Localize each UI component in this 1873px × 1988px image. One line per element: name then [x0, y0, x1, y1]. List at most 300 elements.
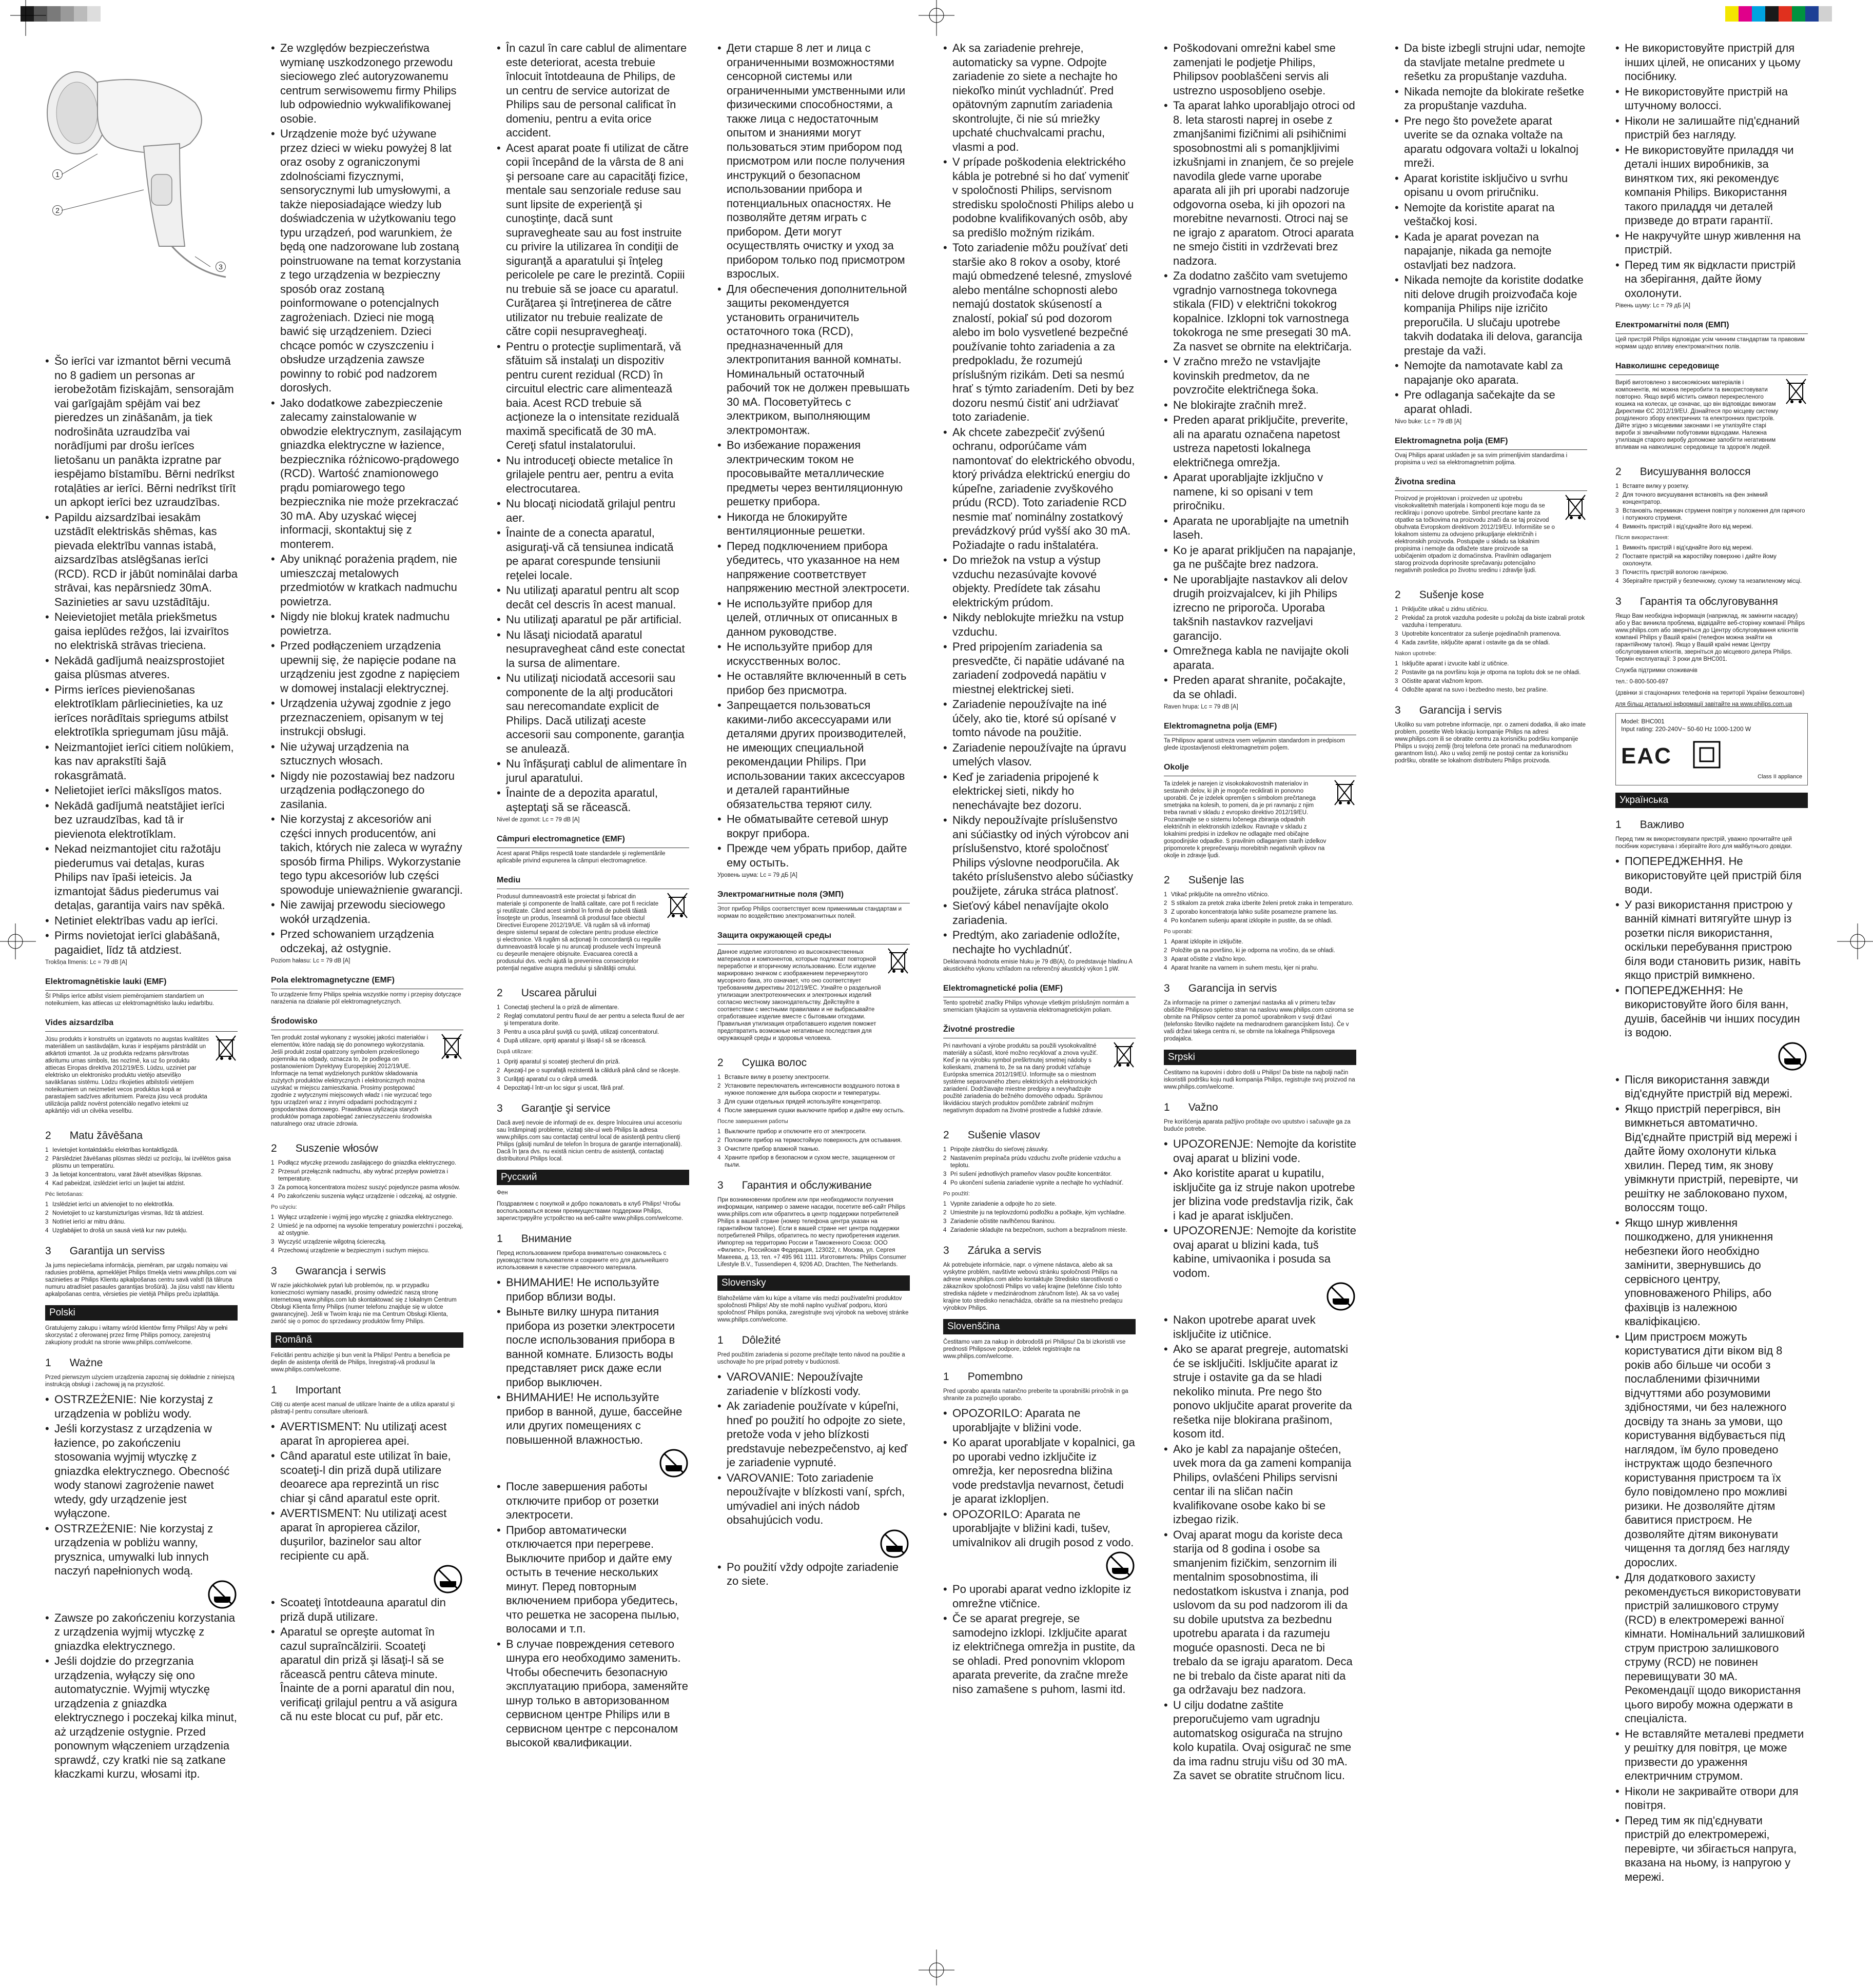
- bullet-item: • ПОПЕРЕДЖЕННЯ: Не використовуйте його біля ванн, душів, басейнів чи інших посудин із водою.: [1615, 983, 1808, 1040]
- bullet-item: • Jeśli dojdzie do przegrzania urządzenia, wyłączy się ono automatycznie. Wyjmij wtyczkę urządzenia z gniazdka elektrycznego i poczekaj kilka minut, aż urządzenie ostygnie. Przed ponownym włączeniem urządzenia sprawdź, czy kratki nie są zatkane kłaczkami kurzu, włosami itp.: [45, 1654, 238, 1781]
- product-name: Фен: [497, 1190, 508, 1196]
- step-number: 2: [497, 1068, 500, 1074]
- no-bath-icon: [497, 1448, 689, 1479]
- step-item: [1164, 956, 1356, 963]
- class-note: Class II appliance: [1758, 774, 1802, 780]
- noise-level: Nivel de zgomot: Lc = 79 dB [A]: [497, 817, 580, 823]
- step-text: Положите прибор на термостойкую поверхность для остывания.: [725, 1137, 902, 1144]
- section-title: Ważne: [69, 1357, 103, 1369]
- color-swatch: [47, 6, 61, 22]
- bullet-item: • Nigdy nie pozostawiaj bez nadzoru urządzenia podłączonego do zasilania.: [271, 769, 463, 812]
- step-item: [717, 1082, 910, 1097]
- step-item: [1395, 639, 1587, 646]
- important-text: Pred použitím zariadenia si pozorne prečítajte tento návod na použitie a uschovajte ho pre prípad potreby v budúcnosti.: [717, 1352, 905, 1365]
- color-swatch: [87, 6, 101, 22]
- column-4: [717, 41, 910, 1960]
- bullet-item: • Nu înfăşuraţi cablul de alimentare în jurul aparatului.: [497, 757, 689, 785]
- bullet-item: • Ovaj aparat mogu da koriste deca starija od 8 godina i osobe sa smanjenim fizičkim, senzornim ili mentalnim sposobnostima, ili nedostatkom iskustva i znanja, pod uslovom da su pod nadzorom ili da su dobile uputstva za bezbednu upotrebu aparata i da razumeju moguće opasnosti. Deca ne bi trebalo da se igraju aparatom. Deca ne bi trebalo da čiste aparat niti da ga održavaju bez nadzora.: [1164, 1528, 1356, 1697]
- environment-row: [45, 1034, 238, 1119]
- section-number: 1: [1164, 1101, 1170, 1113]
- emf-heading: Elektromagnetické polia (EMF): [943, 982, 1136, 997]
- bullet-item: • Не використовуйте пристрій для інших цілей, не описаних у цьому посібнику.: [1615, 41, 1808, 84]
- section-heading: [943, 1370, 1136, 1384]
- step-item: [1395, 631, 1587, 638]
- section-number: 2: [497, 987, 503, 999]
- step-item: [717, 1146, 910, 1153]
- emf-text: Ovaj Philips aparat usklađen je sa svim primenljivim standardima i propisima u vezi sa elektromagnetnim poljima.: [1395, 452, 1568, 466]
- language-bar: Русский: [497, 1170, 689, 1185]
- section-number: 2: [1164, 874, 1170, 886]
- bullet-item: • Ak sa zariadenie prehreje, automaticky sa vypne. Odpojte zariadenie zo siete a nechajte ho niekoľko minút vychladnúť. Pred opätovným zapnutím zariadenia skontrolujte, či nie sú mriežky upchaté chuchvalcami prachu, vlasmi a pod.: [943, 41, 1136, 154]
- step-text: Установите переключатель интенсивности воздушного потока в нужное положение для выбора скорости и температуры.: [725, 1083, 900, 1096]
- step-item: [943, 1200, 1136, 1208]
- section-number: 2: [45, 1130, 51, 1141]
- color-bar-right: [1725, 6, 1832, 22]
- bullet-item: • Aparatul se opreşte automat în cazul supraîncălzirii. Scoateţi aparatul din priză şi lăsaţi-l să se răcească pentru câteva minute. Înainte de a porni aparatul din nou, verificaţi grilajul pentru a vă asigura că nu este blocat cu puf, păr etc.: [271, 1625, 463, 1724]
- step-number: 1: [717, 1074, 721, 1080]
- bullet-item: • Не используйте прибор для искусственных волос.: [717, 640, 910, 668]
- step-text: Aparat očistite z vlažno krpo.: [1171, 956, 1247, 962]
- environment-text: Ten produkt został wykonany z wysokiej jakości materiałów i elementów, które nadają się do ponownego wykorzystania. Jeśli produkt został opatrzony symbolem przekreślonego pojemnika na odpady, oznacza to, że podlega on postanowieniom Dyrektywy Europejskiej 2012/19/UE. Informacje na temat wydzielonych punktów składowania zużytych produktów elektrycznych i elektronicznych można uzyskać w miejscu zamieszkania. Prosimy postępować zgodnie z wytycznymi miejscowych władz i nie wyrzucać tego typu urządzeń wraz z innymi odpadami pochodzącymi z gospodarstwa domowego. Prawidłowa utylizacja starych produktów pomaga zapobiegać zanieczyszczeniu środowiska naturalnego oraz utracie zdrowia.: [271, 1035, 432, 1127]
- bullet-item: • Nu utilizaţi niciodată accesorii sau componente de la alţi producători sau nerecomandate explicit de Philips. Dacă utilizaţi aceste accesorii sau componente, garanţia se anulează.: [497, 671, 689, 756]
- section-heading: [45, 1245, 238, 1258]
- step-number: 3: [497, 1076, 500, 1082]
- step-text: Aşezaţi-l pe o suprafaţă rezistentă la căldură până când se răceşte.: [504, 1068, 680, 1074]
- step-text: Przesuń przełącznik nadmuchu, aby wybrać przepływ powietrza i temperaturę.: [278, 1169, 448, 1182]
- bullet-item: • Înainte de a depozita aparatul, aşteptaţi să se răcească.: [497, 786, 689, 814]
- step-text: Postavite ga na površinu koja je otporna na toplotu dok se ne ohladi.: [1402, 670, 1581, 676]
- bullet-item: • Keď je zariadenia pripojené k elektrickej sieti, nikdy ho nenechávajte bez dozoru.: [943, 770, 1136, 813]
- certification-marks: [1621, 740, 1802, 771]
- column-1: [45, 354, 238, 1965]
- bullet-item: • Neizmantojiet ierīci citiem nolūkiem, kas nav aprakstīti šajā rokasgrāmatā.: [45, 740, 238, 783]
- emf-heading: Elektromagnetna polja (EMF): [1395, 435, 1587, 450]
- section-title: Dôležité: [742, 1334, 781, 1346]
- column-2: [271, 41, 463, 1960]
- column-7: [1395, 41, 1587, 1960]
- eac-mark-icon: EAC: [1621, 743, 1672, 769]
- bullet-item: • Netiniet elektrības vadu ap ierīci.: [45, 914, 238, 928]
- noise-level: Deklarovaná hodnota emisie hluku je 79 dB(A), čo predstavuje hladinu A akustického výkonu vzhľadom na referenčný akustický výkon 1 pW.: [943, 959, 1133, 972]
- bullet-item: • Ak chcete zabezpečiť zvýšenú ochranu, odporúčame vám namontovať do elektrického obvodu, ktorý privádza elektrickú energiu do kúpeľne, zariadenie zvyškového prúdu (RCD). Toto zariadenie RCD nesmie mať nominálny zostatkový prevádzkový prúd vyšší ako 30 mA. Požiadajte o radu inštalatéra.: [943, 425, 1136, 553]
- warranty-text: Ukoliko su vam potrebne informacije, npr. o zameni dodatka, ili ako imate problem, posetite Web lokaciju kompanije Philips na adresi www.philips.com ili se obratite centru za korisničku podršku kompanije Philips u svojoj zemlji (broj telefona ćete pronaći na međunarodnom garantnom listu). Ako u vašoj zemlji ne postoji centar za korisničku podršku, obratite se lokalnom distributeru Philips proizvoda.: [1395, 722, 1586, 764]
- intro-text: Čestitamo vam za nakup in dobrodošli pri Philipsu! Da bi izkoristili vse prednosti Philipsove podpore, izdelek registrirajte na www.philips.com/welcome.: [943, 1339, 1126, 1360]
- step-text: Conectaţi ştecherul la o priză de alimentare.: [504, 1005, 619, 1011]
- step-text: Вставте вилку у розетку.: [1623, 483, 1689, 489]
- warranty-text: Za informacije na primer o zamenjavi nastavka ali v primeru težav obiščite Philipsovo spletno stran na naslovu www.philips.com oziroma se obrnite na Philipsov center za pomoč uporabnikom v svoji državi (telefonsko številko najdete na mednarodnem garancijskem listu). Če v vaši državi takega centra ni, se obrnite na lokalnega Philipsovega prodajalca.: [1164, 1000, 1354, 1042]
- service-link[interactable]: для більш детальної інформації завітайте на www.philips.com.ua: [1615, 701, 1792, 707]
- weee-bin-icon: [1784, 377, 1808, 409]
- step-number: 2: [1164, 948, 1167, 954]
- step-text: Zariadenie očistite navlhčenou tkaninou.: [950, 1218, 1056, 1225]
- environment-row: [943, 1040, 1136, 1118]
- bullet-item: • Ko aparat uporabljate v kopalnici, ga po uporabi vedno izključite iz omrežja, ker neposredna bližina vode predstavlja nevarnost, četudi je aparat izklopljen.: [943, 1435, 1136, 1506]
- step-item: [1164, 900, 1356, 907]
- step-list: [1395, 606, 1587, 646]
- step-number: 2: [45, 1210, 49, 1216]
- important-text: Pre korišćenja aparata pažljivo pročitajte ovo uputstvo i sačuvajte ga za buduće potrebe.: [1164, 1119, 1351, 1132]
- bullet-item: • Aparata ne uporabljajte na umetnih laseh.: [1164, 514, 1356, 542]
- section-title: Suszenie włosów: [295, 1143, 378, 1154]
- step-number: 2: [943, 1210, 947, 1216]
- bullet-item: • Не обматывайте сетевой шнур вокруг прибора.: [717, 812, 910, 840]
- environment-text: Pri navrhovaní a výrobe produktu sa použili vysokokvalitné materiály a súčasti, ktoré možno recyklovať a znova využiť. Keď je na výrobku symbol preškrtnutej smetnej nádoby s kolieskami, znamená to, že sa na daný produkt vzťahuje Európska smernica 2012/19/EÚ. Informujte sa o miestnom systéme separovaného zberu elektrických a elektronických zariadení. Dodržiavajte miestne predpisy a nevyhadzujte použité zariadenia do bežného domového odpadu. Správnou likvidáciou starých produktov pomôžete zabrániť možným negatívnym dopadom na životné prostredie a ľudské zdravie.: [943, 1043, 1103, 1114]
- step-text: Depozitaţi-l într-un loc sigur şi uscat, fără praf.: [504, 1085, 625, 1091]
- emf-text: Этот прибор Philips соответствует всем применимым стандартам и нормам по воздействию электромагнитных полей.: [717, 906, 902, 919]
- emf-text: Šī Philips ierīce atbilst visiem piemērojamiem standartiem un noteikumiem, kas attiecas uz elektromagnētisko lauku iedarbību.: [45, 993, 214, 1007]
- step-item: [717, 1137, 910, 1144]
- step-item: [717, 1098, 910, 1106]
- step-item: [1395, 686, 1587, 694]
- step-text: Z uporabo koncentratorja lahko sušite posamezne pramene las.: [1171, 909, 1338, 915]
- step-number: 4: [717, 1155, 721, 1161]
- column-8: [1615, 41, 1808, 1960]
- step-text: Položite ga na površino, ki je odporna na vročino, da se ohladi.: [1171, 948, 1335, 954]
- bullet-item: • Перед тим як під'єднувати пристрій до електромережі, перевірте, чи збігається напруга, вказана на ньому, із напругою у мережі.: [1615, 1814, 1808, 1884]
- step-text: Uzglabājiet to drošā un sausā vietā kur nav putekļu.: [52, 1228, 188, 1234]
- bullet-item: • Для обеспечения дополнительной защиты рекомендуется установить ограничитель остаточного тока (RCD), предназначенный для электропитания ванной комнаты. Номинальный остаточный рабочий ток не должен превышать 30 мА. Посоветуйтесь с электриком, выполняющим электромонтаж.: [717, 282, 910, 438]
- bullet-item: • Pred pripojením zariadenia sa presvedčte, či napätie udávané na zariadení zodpovedá napätiu v miestnej elektrickej sieti.: [943, 640, 1136, 696]
- step-text: Odložite aparat na suvo i bezbedno mesto, bez prašine.: [1402, 687, 1548, 693]
- bullet-item: • Nemojte da koristite aparat na veštačkoj kosi.: [1395, 201, 1587, 229]
- language-bar: Slovenščina: [943, 1319, 1136, 1334]
- bullet-item: • Не оставляйте включенный в сеть прибор без присмотра.: [717, 669, 910, 697]
- bullet-item: • Po použití vždy odpojte zariadenie zo siete.: [717, 1560, 910, 1588]
- step-number: 3: [271, 1185, 275, 1191]
- bullet-list: [943, 1406, 1136, 1696]
- section-number: 3: [717, 1179, 724, 1191]
- weee-bin-icon: [1112, 1040, 1136, 1073]
- step-number: 4: [1164, 918, 1167, 924]
- after-use-heading: Po použití:: [943, 1191, 970, 1197]
- step-number: 4: [271, 1248, 275, 1254]
- environment-row: [1395, 493, 1587, 578]
- environment-heading: Mediu: [497, 874, 689, 889]
- step-list: [271, 1159, 463, 1200]
- step-text: După utilizare, opriţi aparatul şi lăsaţi-l să se răcească.: [504, 1038, 647, 1044]
- emf-heading: Câmpuri electromagnetice (EMF): [497, 833, 689, 848]
- environment-text: Proizvod je projektovan i proizveden uz upotrebu visokokvalitetnih materijala i komponenti koje mogu da se recikliraju i ponovo upotrebe. Simbol precrtane kante za otpatke sa točkovima na proizvodu znači da se taj proizvod obuhvata Evropskom direktivom 2012/19/EU. Informišite se o lokalnom sistemu za odvojeno prikupljanje električnih i elektronskih proizvoda. Postupajte u skladu sa lokalnim propisima i nemojte da odlažete stare proizvode sa uobičajenim otpadom iz domaćinstva. Pravilnim odlaganjem starog proizvoda doprinosite sprečavanju potencijalno negativnih posledica po životnu sredinu i zdravlje ljudi.: [1395, 496, 1555, 574]
- step-item: [497, 1076, 689, 1083]
- bullet-list: [45, 354, 238, 957]
- step-item: [943, 1155, 1136, 1169]
- bullet-item: • Nu lăsaţi niciodată aparatul nesupravegheat când este conectat la sursa de alimentare.: [497, 628, 689, 671]
- after-use-heading: După utilizare:: [497, 1049, 533, 1055]
- step-number: 3: [943, 1171, 947, 1177]
- step-text: Vtikač priključite na omrežno vtičnico.: [1171, 892, 1270, 898]
- bullet-item: • В случае повреждения сетевого шнура его необходимо заменить. Чтобы обеспечить безопасную эксплуатацию прибора, заменяйте шнур только в авторизованном сервисном центре Philips или в сервисном центре с персоналом высокой квалификации.: [497, 1637, 689, 1750]
- bullet-item: • Preden aparat priključite, preverite, ali na aparatu označena napetost ustreza napetosti lokalnega električnega omrežja.: [1164, 413, 1356, 469]
- intro-text: Blahoželáme vám ku kúpe a vítame vás medzi používateľmi produktov spoločnosti Philips! Aby ste mohli naplno využívať podporu, ktorú spoločnosť Philips ponúka, zaregistrujte svoj výrobok na webovej stránke www.philips.com/welcome.: [717, 1295, 909, 1323]
- step-number: 1: [1615, 545, 1619, 551]
- after-use-heading: Після використання:: [1615, 535, 1669, 541]
- bullet-item: • Nu blocaţi niciodată grilajul pentru aer.: [497, 497, 689, 525]
- section-number: 3: [1615, 596, 1622, 607]
- step-list: [943, 1146, 1136, 1187]
- step-item: [943, 1227, 1136, 1234]
- color-swatch: [1805, 6, 1819, 22]
- language-bar: Українська: [1615, 793, 1808, 808]
- step-text: Храните прибор в безопасном и сухом месте, защищенном от пыли.: [725, 1155, 895, 1168]
- step-text: После завершения сушки выключите прибор и дайте ему остыть.: [725, 1108, 905, 1114]
- step-number: 4: [1615, 524, 1619, 530]
- section-title: Uscarea părului: [521, 987, 597, 999]
- step-number: 1: [1395, 661, 1398, 667]
- color-swatch: [61, 6, 74, 22]
- step-number: 4: [45, 1180, 49, 1187]
- step-text: Umieść je na odpornej na wysokie temperatury powierzchni i poczekaj, aż ostygnie.: [278, 1223, 463, 1236]
- important-text: Przed pierwszym użyciem urządzenia zapoznaj się dokładnie z niniejszą instrukcją obsługi i zachowaj ją na przyszłość.: [45, 1374, 235, 1388]
- step-list: [1615, 483, 1808, 530]
- step-number: 1: [271, 1160, 275, 1166]
- after-use-heading: Nakon upotrebe:: [1395, 651, 1437, 657]
- bullet-list: [271, 41, 463, 955]
- step-number: 3: [1164, 909, 1167, 915]
- step-text: Вставьте вилку в розетку электросети.: [725, 1074, 830, 1080]
- bullet-item: • Дети старше 8 лет и лица с ограниченными возможностями сенсорной системы или ограниченными умственными или физическими способностями, а также лица с недостаточным опытом и знаниями могут пользоваться этим прибором под присмотром или после получения инструкций о безопасном использовании прибора и потенциальных опасностях. Не позволяйте детям играть с прибором. Дети могут осуществлять очистку и уход за прибором только под присмотром взрослых.: [717, 41, 910, 281]
- bullet-item: • Ne uporabljajte nastavkov ali delov drugih proizvajalcev, ki jih Philips izrecno ne priporoča. Uporaba takšnih nastavkov razveljavi garancijo.: [1164, 573, 1356, 643]
- important-text: Перед тим як використовувати пристрій, уважно прочитайте цей посібник користувача і зберігайте його для майбутнього довідки.: [1615, 836, 1792, 850]
- bullet-list: [1615, 41, 1808, 300]
- step-text: Novietojiet to uz karstumizturīgas virsmas, līdz tā atdziest.: [52, 1210, 204, 1216]
- step-number: 1: [497, 1059, 500, 1065]
- step-item: [1164, 891, 1356, 898]
- section-title: Гарантія та обслуговування: [1640, 596, 1778, 607]
- section-number: 3: [45, 1245, 51, 1257]
- bullet-item: • Da biste izbegli strujni udar, nemojte da stavljate metalne predmete u rešetku za propuštanje vazduha.: [1395, 41, 1587, 84]
- language-bar: Polski: [45, 1305, 238, 1321]
- step-text: Вимкніть пристрій і від'єднайте його від мережі.: [1623, 545, 1753, 551]
- step-number: 2: [717, 1137, 721, 1144]
- section-heading: [1164, 874, 1356, 887]
- bullet-item: • Pirms novietojat ierīci glabāšanā, pagaidiet, līdz tā atdziest.: [45, 929, 238, 957]
- step-item: [1615, 578, 1808, 585]
- bullet-item: • VAROVANIE: Nepoužívajte zariadenie v blízkosti vody.: [717, 1370, 910, 1398]
- bullet-item: • Ніколи не залишайте під'єднаний пристрій без нагляду.: [1615, 114, 1808, 142]
- bullet-item: • Če se aparat pregreje, se samodejno izklopi. Izključite aparat iz električnega omrežja in pustite, da se ohladi. Pred ponovnim vklopom aparata preverite, da zračne mreže niso zamašene s puhom, lasmi itd.: [943, 1611, 1136, 1696]
- bullet-item: • UPOZORENJE: Nemojte da koristite ovaj aparat u blizini vode.: [1164, 1137, 1356, 1165]
- bullet-item: • OPOZORILO: Aparata ne uporabljajte v bližini vode.: [943, 1406, 1136, 1434]
- step-item: [1164, 965, 1356, 972]
- step-list: [45, 1147, 238, 1187]
- bullet-item: • Во избежание поражения электрическим током не просовывайте металлические предметы через вентиляционную решетку прибора.: [717, 438, 910, 509]
- section-number: 3: [1164, 982, 1170, 994]
- weee-bin-icon: [886, 947, 910, 979]
- section-heading: [45, 1356, 238, 1370]
- bullet-item: • Kada je aparat povezan na napajanje, nikada ga nemojte ostavljati bez nadzora.: [1395, 230, 1587, 272]
- bullet-item: • Preden aparat shranite, počakajte, da se ohladi.: [1164, 673, 1356, 701]
- after-use-heading: Po uporabi:: [1164, 929, 1193, 935]
- section-heading: [1395, 588, 1587, 602]
- section-heading: [497, 1102, 689, 1115]
- step-text: Opriţi aparatul şi scoateţi ştecherul din priză.: [504, 1059, 620, 1065]
- hair-dryer-illustration: [41, 51, 236, 292]
- step-number: 1: [1395, 606, 1398, 613]
- bullet-item: • Nikdy nepoužívajte príslušenstvo ani súčiastky od iných výrobcov ani príslušenstvo, ktoré spoločnosť Philips výslovne neodporučila. Ak takéto príslušenstvo alebo súčiastky použijete, záruka stráca platnosť.: [943, 813, 1136, 898]
- section-number: 1: [497, 1233, 503, 1245]
- bullet-item: • Ta aparat lahko uporabljajo otroci od 8. leta starosti naprej in osebe z zmanjšanimi fizičnimi ali psihičnimi sposobnostmi ali s pomanjkljivimi izkušnjami in znanjem, če so prejele navodila glede varne uporabe aparata ali jih pri uporabi nadzoruje odgovorna oseba, ki jih opozori na morebitne nevarnosti. Otroci naj se ne igrajo z aparatom. Otroci aparata ne smejo čistiti in vzdrževati brez nadzora.: [1164, 99, 1356, 268]
- step-item: [1395, 669, 1587, 676]
- environment-text: Jūsu produkts ir konstruēts un izgatavots no augstas kvalitātes materiāliem un sastāvdaļām, kuras ir iespējams pārstrādāt un atkārtoti izmantot. Ja uz produkta redzams pārsvītrotas atkritumu urnas simbols, tas nozīmē, ka uz šo produktu attiecas Eiropas direktīva 2012/19/ES. Lūdzu, uzziniet par elektrisko un elektronisko produktu vietējo atsevišķo savākšanas sistēmu. Lūdzu rīkojieties atbilstoši vietējiem noteikumiem un neizmetiet vecos produktus kopā ar parastajiem sadzīves atkritumiem. Pareiza jūsu vecā produkta utilizācija palīdz novērst potenciālo negatīvo ietekmi uz apkārtējo vidi un cilvēka veselību.: [45, 1036, 209, 1114]
- bullet-list: [497, 1275, 689, 1750]
- no-bath-icon: [943, 1550, 1136, 1581]
- bullet-item: • Aparat uporabljajte izključno v namene, ki so opisani v tem priročniku.: [1164, 470, 1356, 513]
- step-item: [943, 1209, 1136, 1216]
- bullet-list: [1395, 41, 1587, 416]
- step-item: [45, 1171, 238, 1178]
- step-item: [271, 1159, 463, 1167]
- environment-heading: Životna sredina: [1395, 476, 1587, 491]
- bullet-item: • Pentru o protecţie suplimentară, vă sfătuim să instalaţi un dispozitiv pentru curent rezidual (RCD) în circuitul electric care alimentează baia. Acest RCD trebuie să acţioneze la o intensitate reziduală maximă specificată de 30 mA. Cereţi sfatul instalatorului.: [497, 340, 689, 452]
- weee-bin-icon: [666, 891, 689, 923]
- color-swatch: [1819, 6, 1832, 22]
- bullet-item: • Scoateţi întotdeauna aparatul din priză după utilizare.: [271, 1596, 463, 1624]
- bullet-item: • Не накручуйте шнур живлення на пристрій.: [1615, 229, 1808, 257]
- bullet-item: • Nu utilizaţi aparatul pe păr artificial.: [497, 613, 689, 627]
- section-number: 2: [271, 1143, 277, 1154]
- bullet-item: • Nie używaj urządzenia na sztucznych włosach.: [271, 740, 463, 768]
- bullet-item: • Nakon upotrebe aparat uvek isključite iz utičnice.: [1164, 1313, 1356, 1341]
- bullet-item: • UPOZORENJE: Nemojte da koristite ovaj aparat u blizini kada, tuš kabine, umivaonika i posuda sa vodom.: [1164, 1224, 1356, 1280]
- step-item: [1164, 947, 1356, 954]
- bullet-item: • Pre odlaganja sačekajte da se aparat ohladi.: [1395, 388, 1587, 416]
- step-item: [717, 1154, 910, 1169]
- step-number: 1: [45, 1147, 49, 1153]
- section-heading: [271, 1384, 463, 1397]
- step-item: [1615, 523, 1808, 530]
- bullet-item: • Выньте вилку шнура питания прибора из розетки электросети после использования прибора в ванной комнате. Близость воды представляет риск даже если прибор выключен.: [497, 1305, 689, 1389]
- step-number: 3: [1395, 631, 1398, 637]
- emf-text: Цей пристрій Philips відповідає усім чинним стандартам та правовим нормам щодо впливу електромагнітних полів.: [1615, 337, 1805, 350]
- bullet-item: • Nikdy neblokujte mriežku na vstup vzduchu.: [943, 611, 1136, 639]
- bullet-item: • Urządzenie może być używane przez dzieci w wieku powyżej 8 lat oraz osoby z ograniczonymi zdolnościami fizycznymi, sensorycznymi lub umysłowymi, a także nieposiadające wiedzy lub doświadczenia w użytkowaniu tego typu urządzeń, pod warunkiem, że będą one nadzorowane lub zostaną poinstruowane na temat korzystania z tego urządzenia w bezpieczny sposób oraz zostaną poinformowane o potencjalnych zagrożeniach. Dzieci nie mogą bawić się urządzeniem. Dzieci chcące pomóc w czyszczeniu i obsłudze urządzenia zawsze powinny to robić pod nadzorem dorosłych.: [271, 127, 463, 395]
- bullet-item: • Цим пристроєм можуть користуватися діти віком від 8 років або більше чи особи з послабленими фізичними відчуттями або розумовими здібностями, чи без належного досвіду та знань за умови, що користування відбувається під наглядом, їм було проведено інструктаж щодо безпечного користування пристроєм та їх було повідомлено про можливі ризики. Не дозволяйте дітям бавитися пристроєм. Не дозволяйте дітям виконувати чищення та догляд без нагляду дорослих.: [1615, 1330, 1808, 1570]
- step-item: [1615, 507, 1808, 522]
- section-heading: [271, 1142, 463, 1155]
- step-item: [45, 1155, 238, 1170]
- step-number: 1: [271, 1214, 275, 1221]
- section-heading: [1615, 595, 1808, 608]
- step-number: 3: [1615, 508, 1619, 514]
- step-text: Curăţaţi aparatul cu o cârpă umedă.: [504, 1076, 598, 1082]
- bullet-item: • Запрещается пользоваться какими-либо аксессуарами или деталями других производителей, не имеющих специальной рекомендации Philips. При использовании таких аксессуаров и деталей гарантийные обязательства теряют силу.: [717, 698, 910, 811]
- emf-text: Tento spotrebič značky Philips vyhovuje všetkým príslušným normám a smerniciam týkajúcim sa vystavenia elektromagnetickým poliam.: [943, 1000, 1129, 1013]
- step-number: 2: [1395, 670, 1398, 676]
- bullet-item: • Nikada nemojte da koristite dodatke niti delove drugih proizvođača koje kompanija Philips nije izričito preporučila. U slučaju upotrebe takvih dodataka ili delova, garancija prestaje da važi.: [1395, 273, 1587, 358]
- step-item: [497, 1013, 689, 1027]
- bullet-list: [1164, 1137, 1356, 1783]
- bullet-item: • Перед тим як відкласти пристрій на зберігання, дайте йому охолонути.: [1615, 258, 1808, 301]
- step-list: [497, 1058, 689, 1092]
- noise-level: Raven hrupa: Lc = 79 dB [A]: [1164, 704, 1238, 710]
- step-text: Ja lietojat koncentratoru, varat žāvēt atsevišķas šķipsnas.: [52, 1172, 203, 1178]
- step-number: 3: [1164, 956, 1167, 962]
- spec-input: Input rating: 220-240V~ 50-60 Hz 1000-1200 W: [1621, 725, 1751, 733]
- step-number: 4: [1164, 965, 1167, 971]
- step-number: 4: [1395, 640, 1398, 646]
- step-number: 2: [497, 1013, 500, 1019]
- bullet-item: • În cazul în care cablul de alimentare este deteriorat, acesta trebuie înlocuit întotdeauna de Philips, de un centru de service autorizat de Philips sau de personal calificat în domeniu, pentru a evita orice accident.: [497, 41, 689, 140]
- warranty-text: Ja jums nepieciešama informācija, piemēram, par uzgaļu nomaiņu vai radusies problēma, apmeklējiet Philips tīmekļa vietni www.philips.com vai sazinieties ar Philips Klientu apkalpošanas centru savā valstī (tā tālruņa numuru atradīsiet pasaules garantijas brošūrā). Ja jūsu valstī nav klientu apkalpošanas centra, vērsieties pie vietējā Philips preču izplatītāja.: [45, 1263, 237, 1297]
- step-item: [1395, 660, 1587, 667]
- step-number: 2: [1615, 554, 1619, 560]
- color-swatch: [1739, 6, 1752, 22]
- section-title: Важливо: [1640, 819, 1685, 831]
- column-6: [1164, 41, 1356, 1960]
- warranty-text: Dacă aveţi nevoie de informaţii de ex. despre înlocuirea unui accesoriu sau întâmpinaţi probleme, vizitaţi site-ul web Philips la adresa www.philips.com sau contactaţi centrul local de asistenţă pentru clienţi Philips (găsiţi numărul de telefon în broşura de garanţie internaţională). Dacă în ţara dvs. nu există niciun centru de asistenţă, contactaţi distribuitorul Philips local.: [497, 1120, 682, 1162]
- step-number: 4: [717, 1108, 721, 1114]
- after-use-heading: Pēc lietošanas:: [45, 1191, 84, 1197]
- bullet-list: [1164, 41, 1356, 701]
- bullet-item: • Do mriežok na vstup a výstup vzduchu nezasúvajte kovové objekty. Predídete tak zásahu elektrickým prúdom.: [943, 553, 1136, 609]
- bullet-item: • Nie korzystaj z akcesoriów ani części innych producentów, ani takich, których nie zaleca w wyraźny sposób firma Philips. Wykorzystanie tego typu akcesoriów lub części spowoduje unieważnienie gwarancji.: [271, 812, 463, 897]
- step-text: Očistite aparat vlažnom krpom.: [1402, 678, 1484, 684]
- step-text: Za pomocą koncentratora możesz suszyć pojedyncze pasma włosów.: [278, 1185, 460, 1191]
- section-number: 1: [943, 1371, 949, 1383]
- step-number: 1: [1164, 939, 1167, 945]
- bullet-list: [271, 1420, 463, 1724]
- section-number: 1: [1615, 819, 1622, 831]
- section-heading: [717, 1056, 910, 1070]
- emf-text: Ta Philipsov aparat ustreza vsem veljavnim standardom in predpisom glede izpostavljenosti elektromagnetnim poljem.: [1164, 738, 1345, 751]
- class-ii-icon: [1692, 740, 1721, 771]
- bullet-item: • Не используйте прибор для целей, отличных от описанных в данном руководстве.: [717, 597, 910, 639]
- section-title: Záruka a servis: [967, 1245, 1042, 1256]
- service-note: (дзвінки зі стаціонарних телефонів на території України безкоштовні): [1615, 690, 1805, 696]
- section-heading: [943, 1129, 1136, 1142]
- step-text: Po ukončení sušenia zariadenie vypnite a nechajte ho vychladnúť.: [950, 1180, 1124, 1186]
- step-number: 3: [1395, 678, 1398, 684]
- step-text: Встановіть перемикач струменя повітря у положення для гарячого і потужного струменя.: [1623, 508, 1805, 521]
- step-text: Po končanem sušenju aparat izklopite in pustite, da se ohladi.: [1171, 918, 1333, 924]
- step-number: 2: [1164, 900, 1167, 907]
- step-number: 4: [271, 1193, 275, 1199]
- step-number: 4: [1395, 687, 1398, 693]
- step-item: [1164, 917, 1356, 924]
- spec-box: [1615, 713, 1808, 785]
- emf-text: Acest aparat Philips respectă toate standardele şi reglementările aplicabile privind expunerea la câmpuri electromagnetice.: [497, 851, 666, 864]
- step-number: 3: [497, 1029, 500, 1035]
- bullet-item: • Za dodatno zaščito vam svetujemo vgradnjo varnostnega tokovnega stikala (FID) v električni tokokrog kopalnice. Izklopni tok varnostnega tokokroga ne sme presegati 30 mA. Za nasvet se obrnite na električarja.: [1164, 269, 1356, 353]
- bullet-item: • Zariadenie nepoužívajte na úpravu umelých vlasov.: [943, 741, 1136, 769]
- bullet-item: • AVERTISMENT: Nu utilizaţi acest aparat în apropierea căzilor, duşurilor, bazinelor sau altor recipiente cu apă.: [271, 1506, 463, 1563]
- bullet-item: • Zariadenie nepoužívajte na iné účely, ako tie, ktoré sú opísané v tomto návode na použitie.: [943, 697, 1136, 740]
- step-item: [45, 1218, 238, 1226]
- step-text: S stikalom za pretok zraka izberite želeni pretok zraka in temperaturo.: [1171, 900, 1354, 907]
- step-number: 2: [943, 1155, 947, 1162]
- bullet-item: • VAROVANIE: Toto zariadenie nepoužívajte v blízkosti vaní, spŕch, umývadiel ani iných nádob obsahujúcich vodu.: [717, 1471, 910, 1527]
- bullet-item: • Якщо пристрій перегрівся, він вимкнеться автоматично. Від'єднайте пристрій від мережі і дайте йому охолонути кілька хвилин. Перед тим, як знову увімкнути пристрій, перевірте, чи решітку не заблоковано пухом, волоссям тощо.: [1615, 1102, 1808, 1215]
- step-item: [943, 1146, 1136, 1153]
- environment-row: [717, 947, 910, 1046]
- language-bar: Srpski: [1164, 1050, 1356, 1065]
- column-5: [943, 41, 1136, 1960]
- language-bar: Slovensky: [717, 1275, 910, 1291]
- noise-level: Уровень шума: Lc = 79 дБ [A]: [717, 872, 797, 878]
- weee-bin-icon: [1333, 778, 1356, 811]
- bullet-item: • AVERTISMENT: Nu utilizaţi acest aparat în apropierea apei.: [271, 1420, 463, 1448]
- step-item: [1395, 615, 1587, 629]
- bullet-item: • Nie zawijaj przewodu sieciowego wokół urządzenia.: [271, 898, 463, 926]
- weee-bin-icon: [440, 1032, 463, 1065]
- bullet-item: • После завершения работы отключите прибор от розетки электросети.: [497, 1480, 689, 1522]
- step-number: 1: [1164, 892, 1167, 898]
- bullet-item: • ПОПЕРЕДЖЕННЯ. Не використовуйте цей пристрій біля води.: [1615, 854, 1808, 897]
- environment-heading: Środowisko: [271, 1015, 463, 1030]
- bullet-item: • Прежде чем убрать прибор, дайте ему остыть.: [717, 841, 910, 870]
- section-heading: [1615, 465, 1808, 479]
- step-text: Почистіть пристрій вологою ганчіркою.: [1623, 569, 1729, 576]
